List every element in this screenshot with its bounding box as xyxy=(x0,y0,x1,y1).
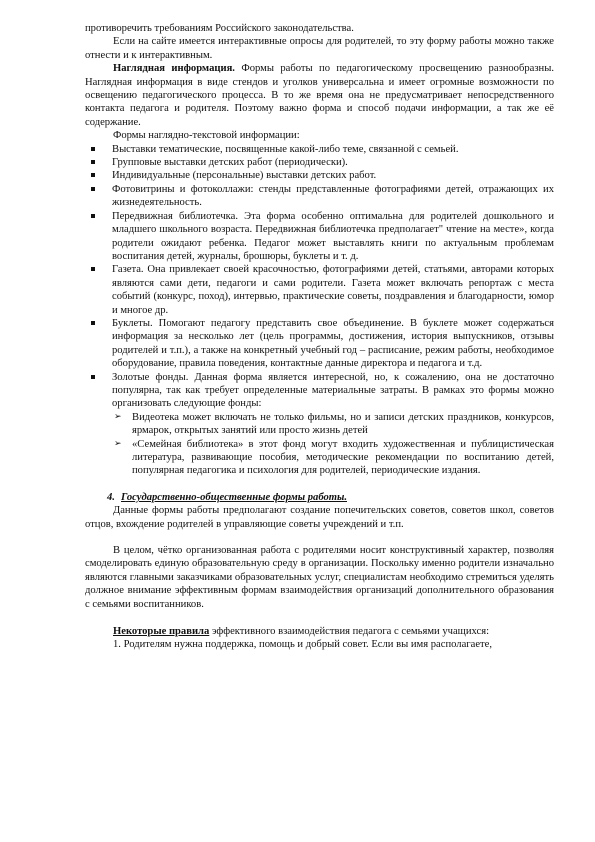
list-item: Буклеты. Помогают педагогу представить свое объединение. В буклете может содержаться информация за несколько лет (цель программы, достижения, история выпускников, отзывы родителей и т.п.), а также на конкретный учебный год – расписание, режим работы, необходимое оборудование, правила поведения, контактные данные директора и педагога и т.д. xyxy=(85,317,554,371)
arrow-bullet-icon: ➢ xyxy=(114,438,122,449)
rule-1-paragraph: 1. Родителям нужна поддержка, помощь и добрый совет. Если вы имя располагаете, xyxy=(113,639,493,651)
interactive-paragraph: Если на сайте имеется интерактивные опросы для родителей, то эту форму работы можно также отнести и к интерактивным. xyxy=(85,36,554,61)
arrow-bullet-icon: ➢ xyxy=(114,411,122,422)
list-item: Выставки тематические, посвященные какой-либо теме, связанной с семьей. xyxy=(85,143,554,156)
rules-lead: Некоторые правила xyxy=(113,626,210,638)
sub-list-item-text: Видеотека может включать не только фильмы, но и записи детских праздников, конкурсов, ярмарок, открытых занятий или просто жизнь детей xyxy=(132,411,554,437)
funds-sublist xyxy=(112,411,554,478)
spacer xyxy=(85,478,554,491)
spacer xyxy=(85,531,554,544)
list-item xyxy=(85,371,554,478)
list-item: Передвижная библиотечка. Эта форма особенно оптимальна для родителей дошкольного и младшего школьного возраста. Передвижная библиотечка предполагает" чтение на месте», когда родители ожидают ребенка. Педагог может выставлять книги по актуальным проблемам воспитания детей, журналы, брошюры, буклеты и т. д. xyxy=(85,210,554,264)
forms-title: Формы наглядно-текстовой информации: xyxy=(113,130,300,142)
section-4-heading xyxy=(85,491,554,504)
intro-end-paragraph: противоречить требованиям Российского законодательства. xyxy=(85,23,354,34)
document-page xyxy=(85,22,554,652)
sub-list-item-text: «Семейная библиотека» в этот фонд могут входить художественная и публицистическая литература, развивающие пособия, методические рекомендации по воспитанию детей, популярная педагогика и психология для родителей, периодические издания. xyxy=(132,438,554,477)
visual-info-term: Наглядная информация. xyxy=(113,63,235,75)
spacer xyxy=(85,611,554,625)
list-item: Фотовитрины и фотоколлажи: стенды представленные фотографиями детей, отражающих их жизнедеятельность. xyxy=(85,183,554,210)
sub-list-item xyxy=(112,438,554,478)
sub-list-item xyxy=(112,411,554,438)
visual-info-paragraph xyxy=(85,62,554,129)
section-4-number: 4. xyxy=(107,491,115,503)
list-item-text: Золотые фонды. Данная форма является интересной, но, к сожалению, она не достаточно популярна, так как требует определенные материальные затраты. В рамках это формы можно организовать следующие фонды: xyxy=(112,371,554,410)
visual-info-text: Формы работы по педагогическому просвещению разнообразны. Наглядная информация в виде стендов и уголков универсальна и имеет огромные возможности по освещению педагогического процесса. В то же время она не предусматривает непосредственного контакта педагога и родителя. Поэтому важно форма и способ подачи информации, а так же её содержание. xyxy=(85,63,554,128)
section-4-title: Государственно-общественные формы работы. xyxy=(121,491,347,503)
state-forms-paragraph: Данные формы работы предполагают создание попечительских советов, советов школ, советов отцов, вхождение родителей в управляющие советы учреждений и т.п. xyxy=(85,505,554,530)
forms-list xyxy=(85,143,554,478)
rules-text: эффективного взаимодействия педагога с семьями учащихся: xyxy=(209,626,490,638)
summary-paragraph: В целом, чётко организованная работа с родителями носит конструктивный характер, позволяя смоделировать единую образовательную среду в организации. Поскольку именно родители изначально являются главными заказчиками образовательных услуг, специалистам необходимо стремиться уделять должное внимание эффективным формам взаимодействия организаций дополнительного образования с семьями воспитанников. xyxy=(85,545,554,610)
list-item: Газета. Она привлекает своей красочностью, фотографиями детей, статьями, авторами которых являются сами дети, педагоги и сами родители. Газета может включать репортаж с места событий (конкурс, поход), интервью, практические советы, поздравления и благодарности, юмор и многое др. xyxy=(85,263,554,317)
list-item: Индивидуальные (персональные) выставки детских работ. xyxy=(85,169,554,182)
list-item: Групповые выставки детских работ (периодически). xyxy=(85,156,554,169)
rules-paragraph xyxy=(85,625,554,638)
